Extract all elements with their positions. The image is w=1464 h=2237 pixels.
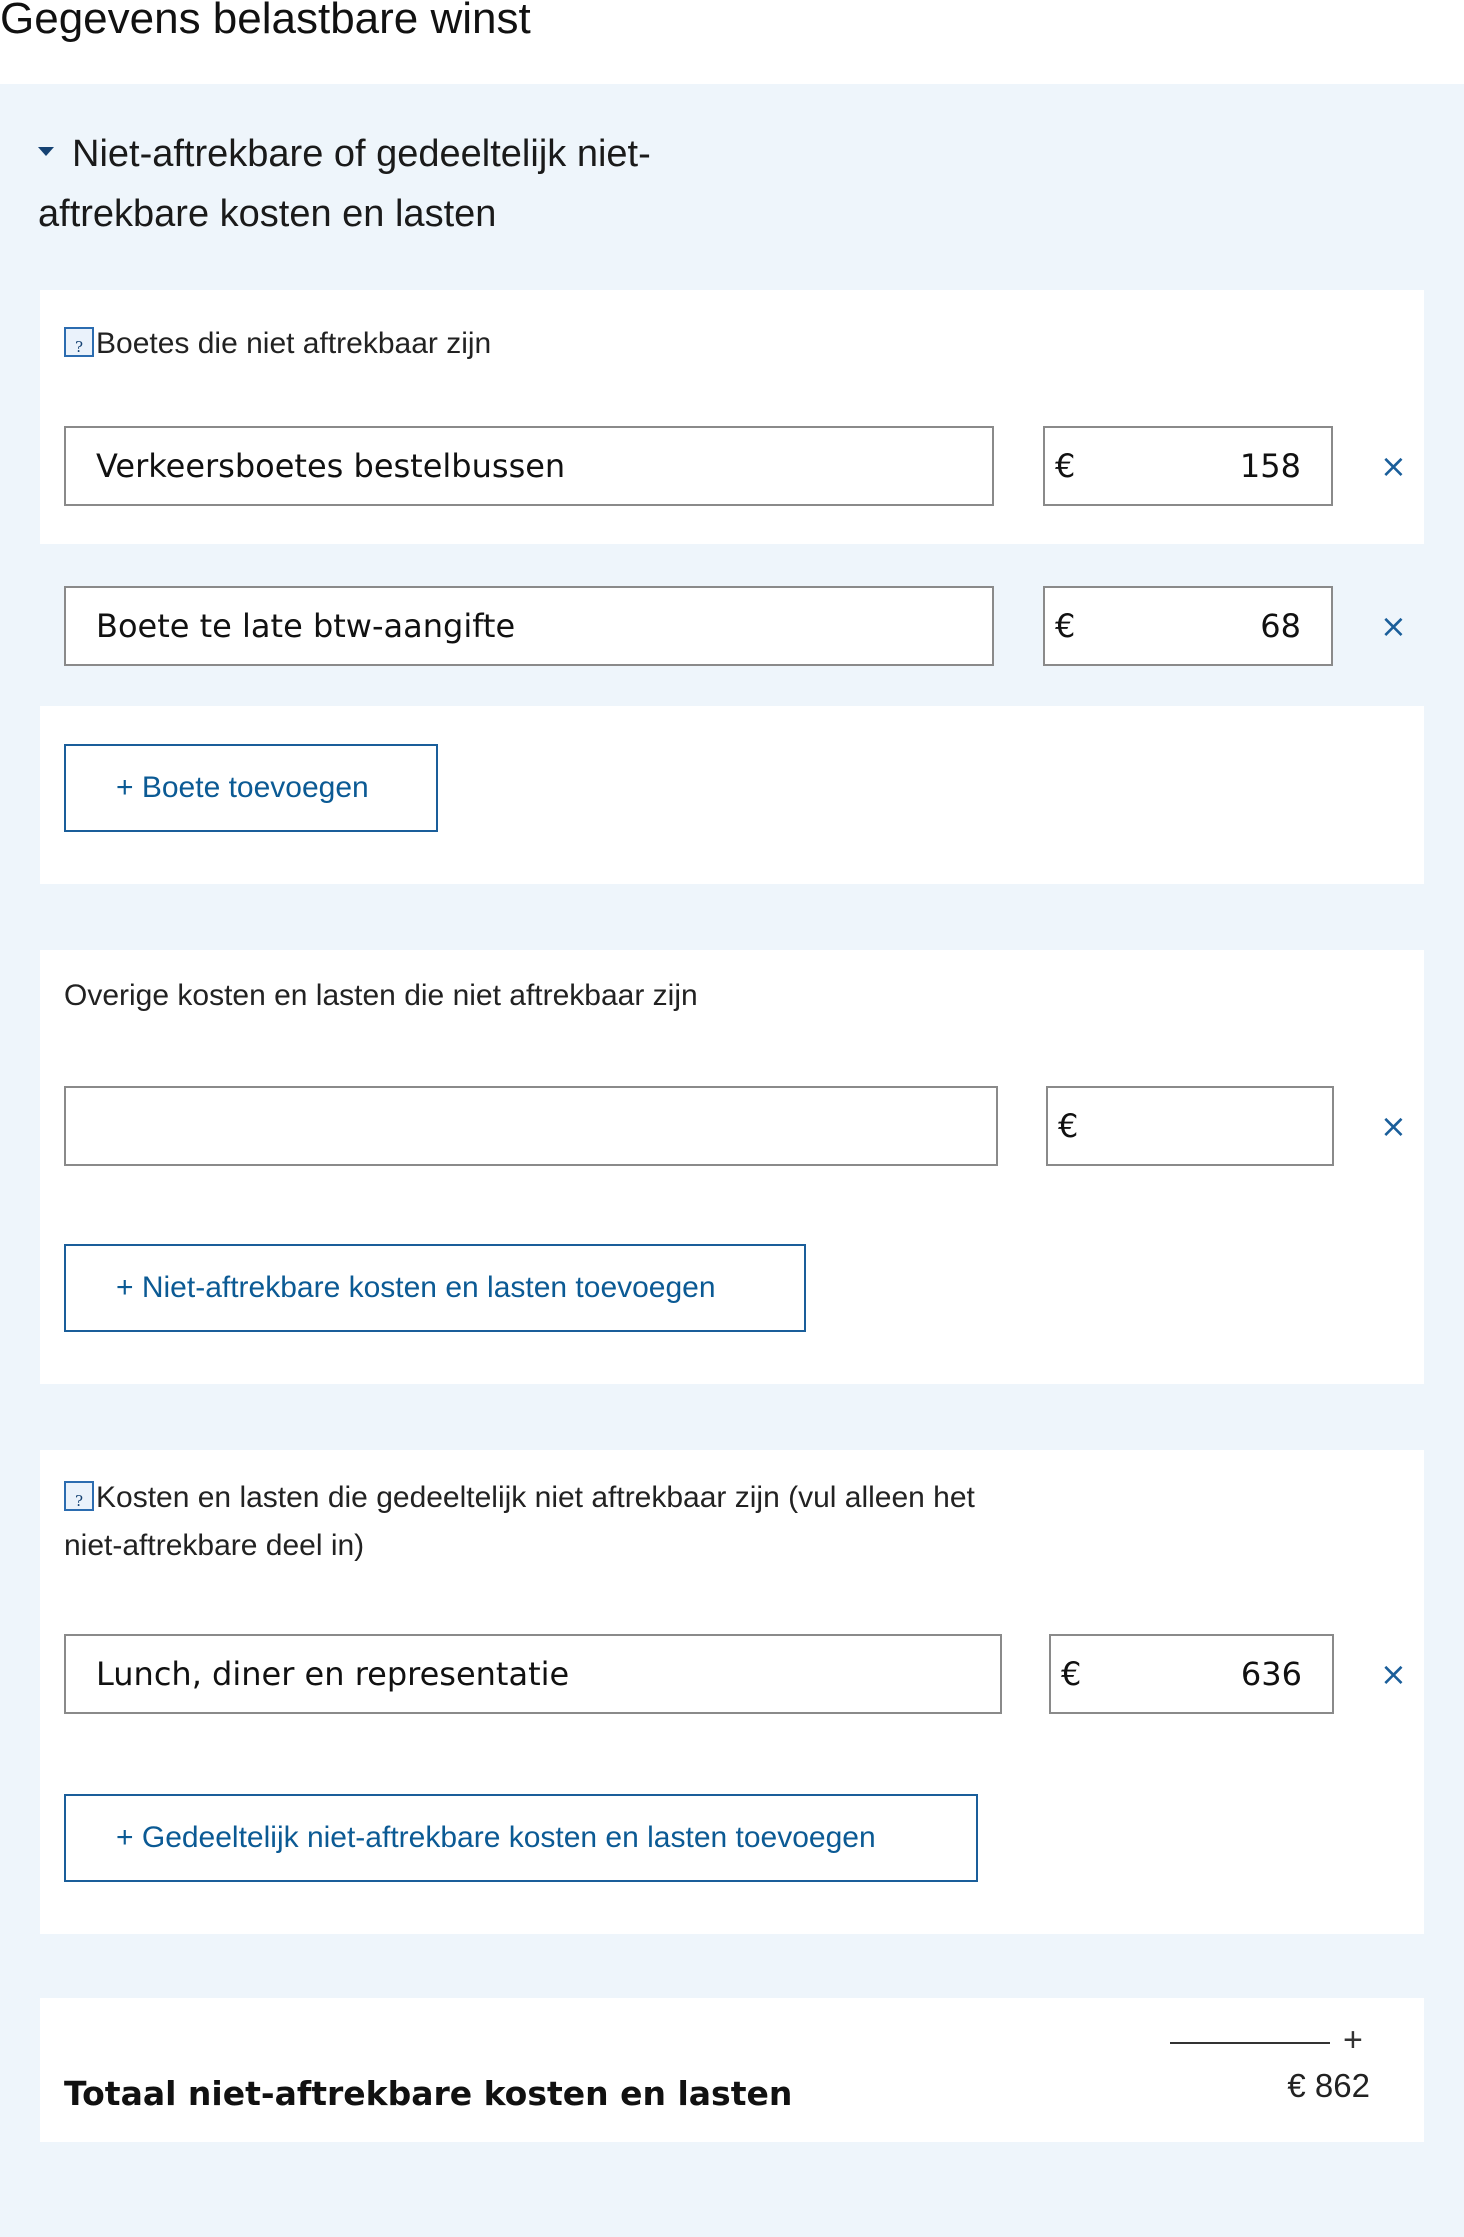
add-partial-cost-button[interactable]: + Gedeeltelijk niet-aftrekbare kosten en lasten toevoegen <box>64 1794 978 1882</box>
other-costs-label: Overige kosten en lasten die niet aftrekbaar zijn <box>64 979 698 1012</box>
currency-symbol: € <box>1058 1107 1079 1145</box>
remove-icon[interactable]: × <box>1380 447 1407 485</box>
partial-cost-amount-input[interactable] <box>1049 1634 1334 1714</box>
section-toggle[interactable] <box>38 124 738 244</box>
partial-costs-label-row <box>64 1474 1024 1570</box>
partial-costs-label: Kosten en lasten die gedeeltelijk niet aftrekbaar zijn (vul alleen het niet-aftrekbare deel in) <box>64 1481 975 1562</box>
remove-icon[interactable]: × <box>1380 1655 1407 1693</box>
other-costs-card <box>40 950 1424 1384</box>
question-icon[interactable]: ? <box>64 327 94 357</box>
plus-operator: + <box>1343 2021 1363 2059</box>
fine-row-2 <box>40 544 1424 672</box>
partial-costs-card <box>40 1450 1424 1934</box>
add-fine-button[interactable]: + Boete toevoegen <box>64 744 438 832</box>
add-other-cost-button[interactable]: + Niet-aftrekbare kosten en lasten toevoegen <box>64 1244 806 1332</box>
remove-icon[interactable]: × <box>1380 1107 1407 1145</box>
fines-card <box>40 290 1424 544</box>
fine-amount-input[interactable] <box>1043 426 1333 506</box>
page-title: Gegevens belastbare winst <box>0 0 531 43</box>
total-card <box>40 1998 1424 2142</box>
page-header <box>0 0 1464 84</box>
fine-amount-input[interactable] <box>1043 586 1333 666</box>
section-title: Niet-aftrekbare of gedeeltelijk niet-aftrekbare kosten en lasten <box>38 133 651 235</box>
total-value: € 862 <box>1287 2067 1370 2104</box>
amount-value: 636 <box>1240 1655 1302 1693</box>
caret-down-icon <box>38 147 54 156</box>
currency-symbol: € <box>1061 1655 1082 1693</box>
currency-symbol: € <box>1055 607 1076 645</box>
other-cost-description-input[interactable] <box>64 1086 998 1166</box>
amount-value: 158 <box>1239 447 1301 485</box>
amount-value: 68 <box>1260 607 1301 645</box>
total-label: Totaal niet-aftrekbare kosten en lasten <box>64 2074 793 2113</box>
question-icon[interactable]: ? <box>64 1481 94 1511</box>
fines-label-row <box>64 320 491 368</box>
fines-add-card <box>40 706 1424 884</box>
fine-description-input[interactable]: Verkeersboetes bestelbussen <box>64 426 994 506</box>
partial-cost-description-input[interactable]: Lunch, diner en representatie <box>64 1634 1002 1714</box>
remove-icon[interactable]: × <box>1380 607 1407 645</box>
fine-description-input[interactable]: Boete te late btw-aangifte <box>64 586 994 666</box>
other-cost-amount-input[interactable] <box>1046 1086 1334 1166</box>
fines-label: Boetes die niet aftrekbaar zijn <box>96 327 492 360</box>
sum-line <box>1170 2042 1330 2044</box>
currency-symbol: € <box>1055 447 1076 485</box>
